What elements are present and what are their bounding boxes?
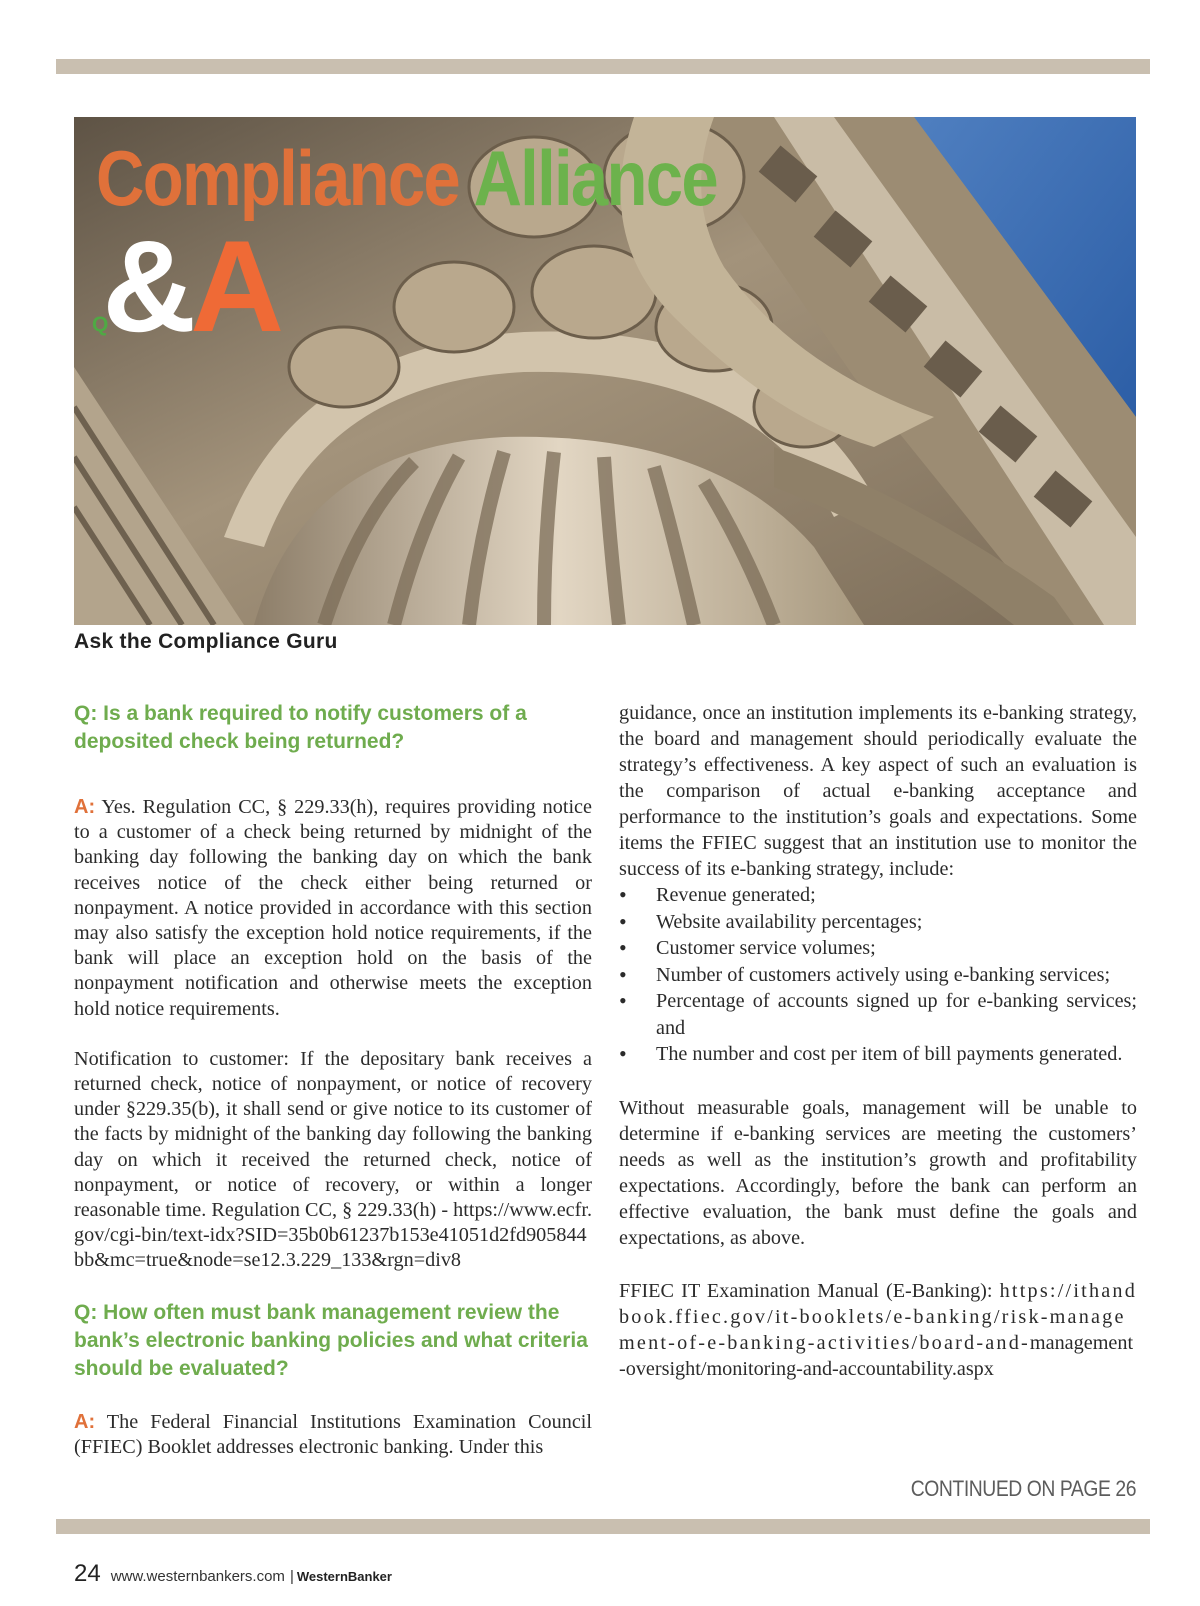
list-item: • Number of customers actively using e-banking services; bbox=[619, 962, 1137, 989]
hero-title-alliance: Alliance bbox=[473, 134, 717, 222]
footer-separator: | bbox=[289, 1568, 294, 1585]
hero-title-compliance: Compliance bbox=[96, 134, 460, 222]
answer-2-continued: guidance, once an institution implements its e-banking strategy, the board and management should periodically evaluate the strategy’s effectiveness. A key aspect of such an evaluation is the comparison of actual e-banking acceptance and performance to the institution’s goals and expectations. Some items the FFIEC suggest that an institution use to monitor the success of its e-banking strategy, include: bbox=[619, 702, 1137, 880]
answer-1-text: Yes. Regulation CC, § 229.33(h), requires providing notice to a customer of a check being returned by midnight of the banking day following the banking day on which the bank receives notice of the check either being returned or nonpayment. A notice provided in accordance with this section may also satisfy the exception hold notice requirements, if the bank will place an exception hold on the basis of the nonpayment notification and otherwise meets the exception hold notice requirements. bbox=[74, 796, 592, 1020]
question-1: Q: Is a bank required to notify customers of a deposited check being returned? bbox=[74, 702, 527, 753]
hero-title bbox=[96, 134, 717, 222]
list-item: • Percentage of accounts signed up for e-banking services; and bbox=[619, 988, 1137, 1041]
answer-2-text: The Federal Financial Institutions Examination Council (FFIEC) Booklet addresses electronic banking. Under this bbox=[74, 1410, 592, 1458]
footer-brand: WesternBanker bbox=[296, 1569, 392, 1584]
list-item: • Customer service volumes; bbox=[619, 935, 1137, 962]
answer-2-start bbox=[74, 1410, 592, 1460]
left-column bbox=[74, 700, 592, 1460]
top-rule bbox=[56, 59, 1150, 74]
section-subtitle: Ask the Compliance Guru bbox=[74, 630, 338, 653]
hero-qa-a: A bbox=[190, 213, 279, 359]
answer-1 bbox=[74, 795, 592, 1022]
hero-qa-ampersand: & bbox=[102, 213, 191, 359]
ffiec-reference-label: FFIEC IT Examination Manual (E-Banking): bbox=[619, 1279, 993, 1302]
bottom-rule bbox=[56, 1519, 1150, 1534]
ecfr-link[interactable]: https://www.ecfr.gov/cgi-bin/text-idx?SID=35b0b61237b153e41051d2fd905844bb&mc=true&node=se12.3.229_133&rgn=div8 bbox=[74, 1199, 593, 1272]
list-item: • Website availability percentages; bbox=[619, 909, 1137, 936]
footer-website[interactable]: www.westernbankers.com bbox=[110, 1568, 285, 1585]
ffiec-link[interactable]: https://ithandbook.ffiec.gov/it-booklets/e-banking/risk-management-of-e-banking-activities/board-and- bbox=[619, 1279, 1137, 1354]
ffiec-link-continued[interactable]: management-oversight/monitoring-and-accountability.aspx bbox=[619, 1331, 1134, 1380]
right-column bbox=[619, 700, 1137, 1382]
answer-2-label: A: bbox=[74, 1410, 96, 1433]
list-item: • The number and cost per item of bill payments generated. bbox=[619, 1041, 1137, 1068]
hero-qa-q: Q bbox=[92, 313, 103, 336]
answer-1-label: A: bbox=[74, 796, 96, 818]
criteria-list bbox=[619, 882, 1137, 1068]
page-footer bbox=[74, 1560, 392, 1588]
closing-paragraph: Without measurable goals, management will be unable to determine if e-banking services are meeting the customers’ needs as well as the institution’s growth and profitability expectations. Accordingly, before the bank can perform an effective evaluation, the bank must define the goals and expectations, as above. bbox=[619, 1096, 1137, 1249]
notification-paragraph bbox=[74, 1047, 592, 1274]
hero-image bbox=[74, 117, 1136, 625]
ffiec-reference bbox=[619, 1278, 1137, 1382]
question-2: Q: How often must bank management review the bank’s electronic banking policies and what criteria should be evaluated? bbox=[74, 1300, 588, 1380]
page-number: 24 bbox=[74, 1560, 101, 1587]
continued-notice: CONTINUED ON PAGE 26 bbox=[910, 1476, 1136, 1501]
notification-text: Notification to customer: If the depositary bank receives a returned check, notice of nonpayment, or notice of recovery under §229.35(b), it shall send or give notice to its customer of the facts by midnight of the banking day following the banking day on which it received the returned check, notice of nonpayment, or notice of recovery, or within a longer reasonable time. Regulation CC, § 229.33(h) - bbox=[74, 1047, 592, 1222]
hero-qa-mark bbox=[92, 213, 279, 359]
list-item: • Revenue generated; bbox=[619, 882, 1137, 909]
